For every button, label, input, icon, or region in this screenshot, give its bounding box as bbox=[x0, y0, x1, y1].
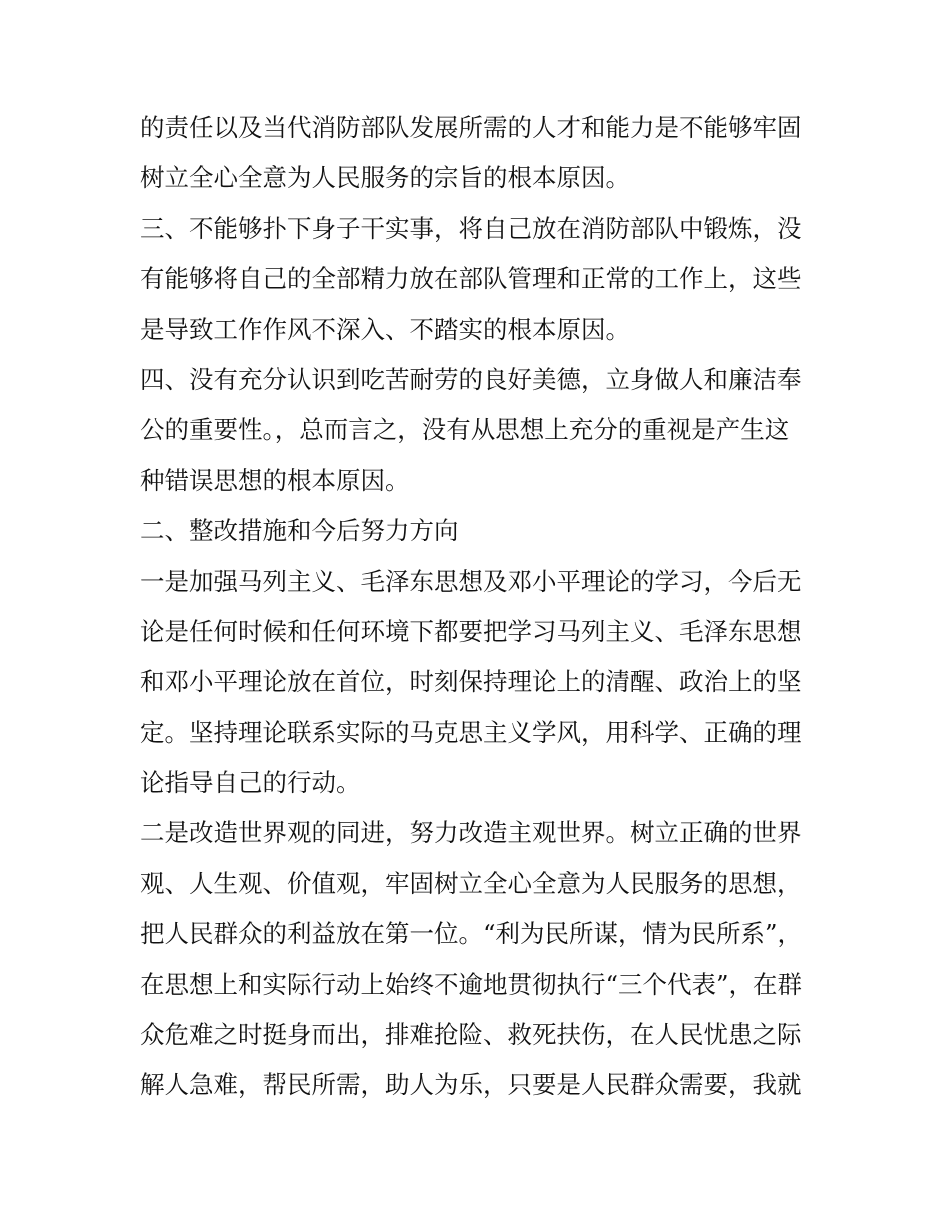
text-line-16: 观、人生观、价值观，牢固树立全心全意为人民服务的思想， bbox=[140, 868, 802, 898]
text-line-3: 三、不能够扑下身子干实事，将自己放在消防部队中锻炼，没 bbox=[140, 213, 802, 243]
section-heading: 二、整改措施和今后努力方向 bbox=[140, 516, 459, 546]
text-line-12: 和邓小平理论放在首位，时刻保持理论上的清醒、政治上的坚 bbox=[140, 667, 802, 697]
text-line-19: 众危难之时挺身而出，排难抢险、救死扶伤，在人民忧患之际 bbox=[140, 1020, 802, 1050]
text-line-10: 一是加强马列主义、毛泽东思想及邓小平理论的学习，今后无 bbox=[140, 566, 802, 596]
text-line-1: 的责任以及当代消防部队发展所需的人才和能力是不能够牢固 bbox=[140, 113, 802, 142]
text-line-2: 树立全心全意为人民服务的宗旨的根本原因。 bbox=[140, 163, 630, 193]
text-line-18: 在思想上和实际行动上始终不逾地贯彻执行“三个代表”，在群 bbox=[140, 969, 803, 999]
text-line-14: 论指导自己的行动。 bbox=[140, 768, 361, 798]
text-line-4: 有能够将自己的全部精力放在部队管理和正常的工作上，这些 bbox=[140, 264, 802, 294]
text-line-15: 二是改造世界观的同进，努力改造主观世界。树立正确的世界 bbox=[140, 818, 802, 848]
text-line-7: 公的重要性。，总而言之，没有从思想上充分的重视是产生这 bbox=[140, 415, 790, 445]
text-line-17: 把人民群众的利益放在第一位。“利为民所谋，情为民所系”， bbox=[140, 919, 803, 949]
text-line-13: 定。坚持理论联系实际的马克思主义学风，用科学、正确的理 bbox=[140, 717, 802, 747]
text-line-11: 论是任何时候和任何环境下都要把学习马列主义、毛泽东思想 bbox=[140, 616, 802, 646]
text-line-5: 是导致工作作风不深入、不踏实的根本原因。 bbox=[140, 314, 630, 344]
text-line-8: 种错误思想的根本原因。 bbox=[140, 465, 410, 495]
text-line-20: 解人急难，帮民所需，助人为乐，只要是人民群众需要，我就 bbox=[140, 1070, 802, 1100]
body-text bbox=[140, 103, 820, 1111]
text-line-6: 四、没有充分认识到吃苦耐劳的良好美德，立身做人和廉洁奉 bbox=[140, 364, 802, 394]
